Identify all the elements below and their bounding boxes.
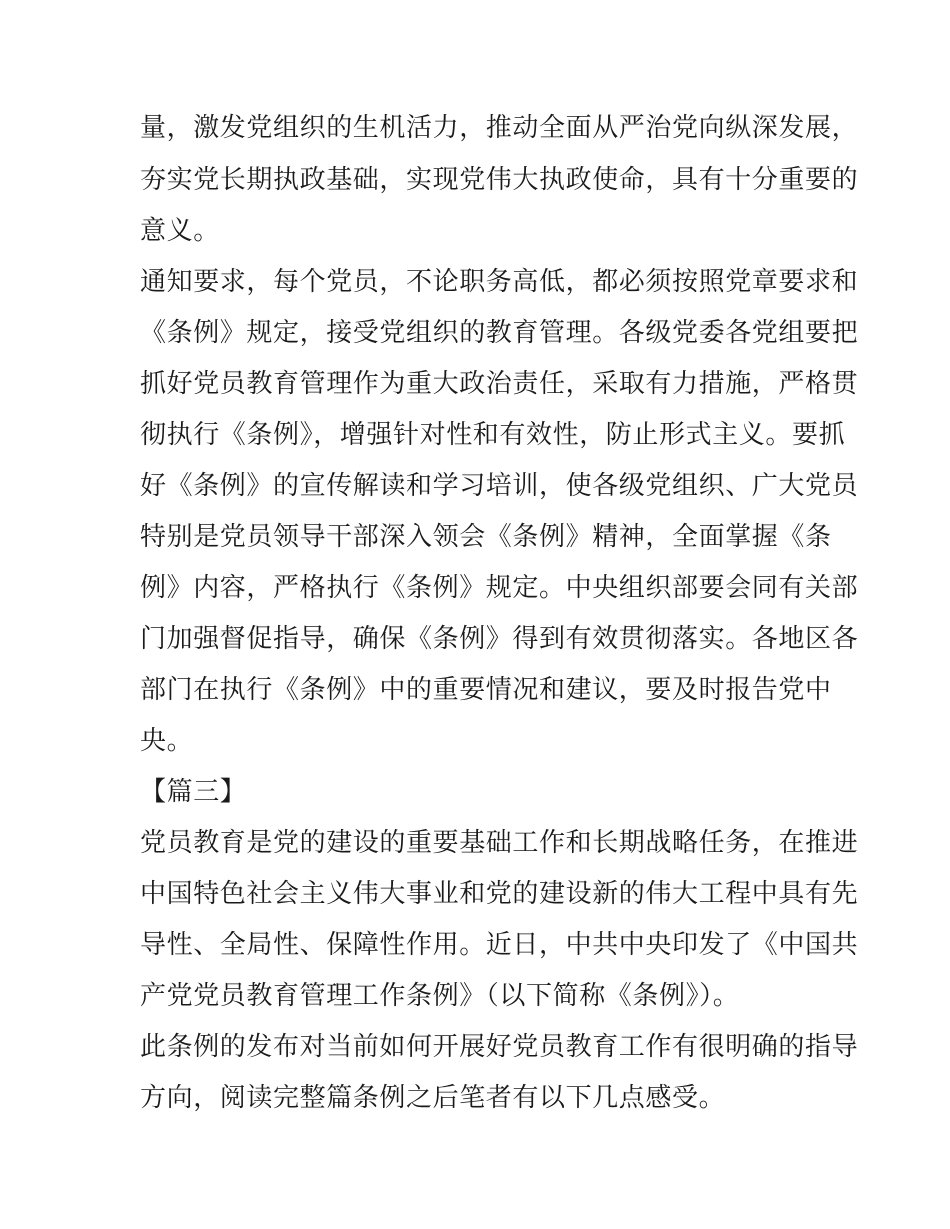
paragraph-line: 中国特色社会主义伟大事业和党的建设新的伟大工程中具有先 xyxy=(140,879,859,909)
paragraph-line: 此条例的发布对当前如何开展好党员教育工作有很明确的指导 xyxy=(140,1032,859,1062)
paragraph-line: 通知要求，每个党员，不论职务高低，都必须按照党章要求和 xyxy=(140,267,859,297)
paragraph-line: 好《条例》的宣传解读和学习培训，使各级党组织、广大党员 xyxy=(140,471,859,501)
paragraph-line: 特别是党员领导干部深入领会《条例》精神，全面掌握《条 xyxy=(140,522,832,552)
paragraph-line: 意义。 xyxy=(140,216,220,246)
paragraph-line: 量，激发党组织的生机活力，推动全面从严治党向纵深发展， xyxy=(140,113,859,143)
paragraph-line: 方向，阅读完整篇条例之后笔者有以下几点感受。 xyxy=(140,1083,726,1113)
paragraph-line: 《条例》规定，接受党组织的教育管理。各级党委各党组要把 xyxy=(140,318,859,348)
paragraph-line: 导性、全局性、保障性作用。近日，中共中央印发了《中国共 xyxy=(140,930,859,960)
paragraph-line: 例》内容，严格执行《条例》规定。中央组织部要会同有关部 xyxy=(140,573,859,603)
paragraph-line: 门加强督促指导，确保《条例》得到有效贯彻落实。各地区各 xyxy=(140,624,859,654)
paragraph-line: 央。 xyxy=(140,726,194,756)
section-heading: 【篇三】 xyxy=(140,777,247,807)
paragraph-line: 部门在执行《条例》中的重要情况和建议，要及时报告党中 xyxy=(140,675,832,705)
paragraph-line: 彻执行《条例》，增强针对性和有效性，防止形式主义。要抓 xyxy=(140,420,846,450)
paragraph-line: 产党党员教育管理工作条例》（以下简称《条例》）。 xyxy=(140,981,740,1011)
paragraph-line: 夯实党长期执政基础，实现党伟大执政使命，具有十分重要的 xyxy=(140,165,859,195)
paragraph-line: 党员教育是党的建设的重要基础工作和长期战略任务，在推进 xyxy=(140,828,859,858)
paragraph-line: 抓好党员教育管理作为重大政治责任，采取有力措施，严格贯 xyxy=(140,369,859,399)
